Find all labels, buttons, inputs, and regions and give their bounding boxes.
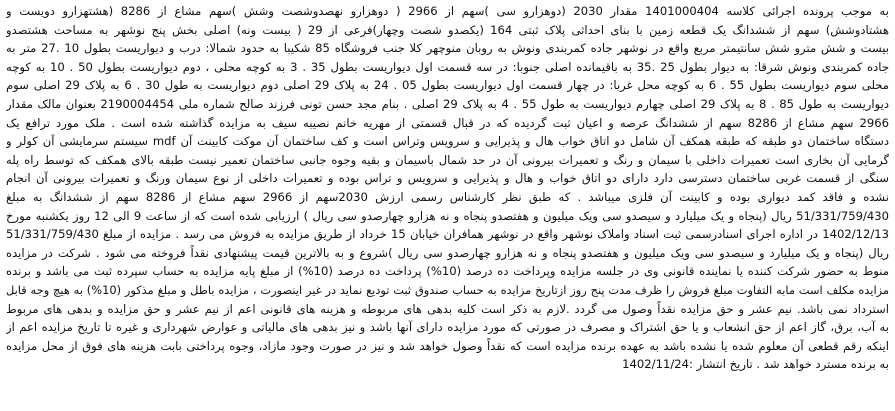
notice-line-16: مزایده مکلف است مابه التفاوت مبلغ فروش را ظرف مدت پنج روز ازتاریخ مزایده به حساب صندوق ثبت تودیع نماید در غیر اینصورت ، مزایده باطل و مبلغ مذکور (10%) به هیچ وجه قابل: [6, 282, 889, 297]
notice-line-17: استرداد نمی باشد. نیم عشر و حق مزایده نقداً وصول می گردد .لازم به ذکر است کلیه بدهی های مربوطه و هزینه های قانونی اعم از نیم عشر و حق مزایده و بدهی های مربوط: [6, 301, 889, 316]
notice-line-3: بیست و شش مترو شش سانتیمتر مربع واقع در نوشهر جاده کمربندی ونوش به روبان منوچهر کلا جنب فروشگاه 85 شکیبا به حدود شمالا: درب و دیواریست بطول 10 .27 متر به: [6, 41, 889, 56]
notice-line-18: به آب، برق، گاز اعم از حق انشعاب و یا حق اشتراک و مصرف در صورتی که مورد مزایده دارای آنها باشد و نیز بدهی های مالیاتی و عوارض شهرداری و غیره تا تاریخ مزایده اعم از: [6, 320, 889, 335]
notice-line-19: اینکه رقم قطعی آن معلوم شده یا نشده باشد به عهده برنده مزایده است که نقداً وصول خواهد شد و نیز در صورت وجود مازاد، وجوه پرداختی بابت هزینه های فوق از محل مزایده: [6, 338, 889, 353]
notice-line-10: سنگی از قسمت غربی ساختمان دسترسی دارد دارای دو اتاق خواب و هال و پذیرایی و سرویس و تراس بوده و تعمیرات داخلی از نوع سیمان ورنگ و تعمیرات بیرونی آن انجام: [6, 171, 889, 186]
notice-line-14: ریال (پنجاه و یک میلیارد و سیصدو سی ویک میلیون و هفتصدو پنجاه و نه هزارو چهارصدو سی ریال )شروع و به بالاترین قیمت پیشنهادی نقداً فروخته می شود . شرکت در مزایده: [6, 245, 889, 260]
notice-line-1: به موجب پرونده اجرائی کلاسه 1401000404 مقدار 2030 (دوهزارو سی )سهم از 2966 ( دوهزارو نهصدوشصت وشش )سهم مشاع از 8286 (هشتهزارو دویست و: [6, 4, 889, 18]
notice-line-7: 2966 سهم مشاع از 8286 سهم از ششدانگ عرصه و اعیان ثبت گردیده که در قبال قسمتی از مهریه خانم نصیبه سیف به مزایده گذاشته شده است . ملک مورد ترافع یک: [6, 115, 889, 130]
notice-line-8: دستگاه ساختمان دو طبقه که طبقه همکف آن شامل دو اتاق خواب هال و پذیرایی و سرویس وتراس است و کف ساختمان آن موکت کابینت آن mdf سیستم سرمایشی آن کولر و: [6, 134, 889, 149]
notice-line-2: هشتادوشش) سهم از ششدانگ یک قطعه زمین با بنای احداثی پلاک ثبتی 164 (یکصدو شصت وچهار)فرعی از 29 ( بیست ونه) اصلی بخش پنج نوشهر به مساحت هشتصدو: [6, 22, 889, 37]
notice-line-15: منوط به حضور شرکت کننده یا نماینده قانونی وی در جلسه مزایده وپرداخت ده درصد (10%) پرداخت ده درصد (10%) از مبلغ پایه مزایده به حساب سپرده ثبت می باشد و برنده: [6, 264, 889, 279]
notice-line-4: جاده کمربندی ونوش شرقا: به دیوار بطول 25 .35 به باقیمانده اصلی جنوبا: در سه قسمت اول دیواریست بطول 35 . 3 به کوچه محلی ، دوم دیواریست بطول 50 . 10 به کوچه: [6, 59, 889, 74]
notice-line-13: 1402/12/13 در اداره اجرای اسنادرسمی ثبت اسناد واملاک نوشهر واقع در نوشهر همافران خیابان 15 خرداد از طریق مزایده به فروش می رسد . مزایده از مبلغ 51/331/759/430: [6, 227, 889, 242]
notice-line-20-publication-date: به برنده مسترد خواهد شد . تاریخ انتشار :1402/11/24: [622, 357, 889, 372]
notice-line-9: گرمایی آن بخاری است تعمیرات داخلی با سیمان و رنگ و تعمیرات بیرونی آن در حد شمال باسیمان و بقیه وجوه جانبی ساختمان تعمیر نیست طبقه بالای همکف که توسط راه پله: [6, 152, 889, 167]
notice-line-12: 51/331/759/430 ریال (پنجاه و یک میلیارد و سیصدو سی ویک میلیون و هفتصدو پنجاه و نه هزارو چهارصدو سی ریال ) ارزیابی شده است که از ساعت 9 الی 12 روز یکشنبه مورخ: [6, 208, 889, 223]
notice-line-11: نشده و فاقد کمد دیواری بوده و کابینت آن فلزی میباشد . که طبق نظر کارشناس رسمی ارزش 2030سهم از 2966 سهم مشاع از 8286 سهم از ششدانگ به مبلغ: [6, 189, 889, 204]
notice-line-5: محلی سوم دیواریست بطول 55 . 6 به کوچه محل غربا: در چهار قسمت اول دیواریست بطول 05 . 24 به پلاک 29 اصلی دوم دیواریست به طول 30 . 6 به پلاک 29 اصلی سوم: [6, 78, 889, 93]
notice-line-6: دیواریست به طول 85 . 8 به پلاک 29 اصلی چهارم دیواریست به طول 55 . 4 به پلاک 29 اصلی . بنام مجد حسن تونی فرزند صالح شماره ملی 2190004454 بعنوان مالک مقدار: [6, 96, 889, 111]
